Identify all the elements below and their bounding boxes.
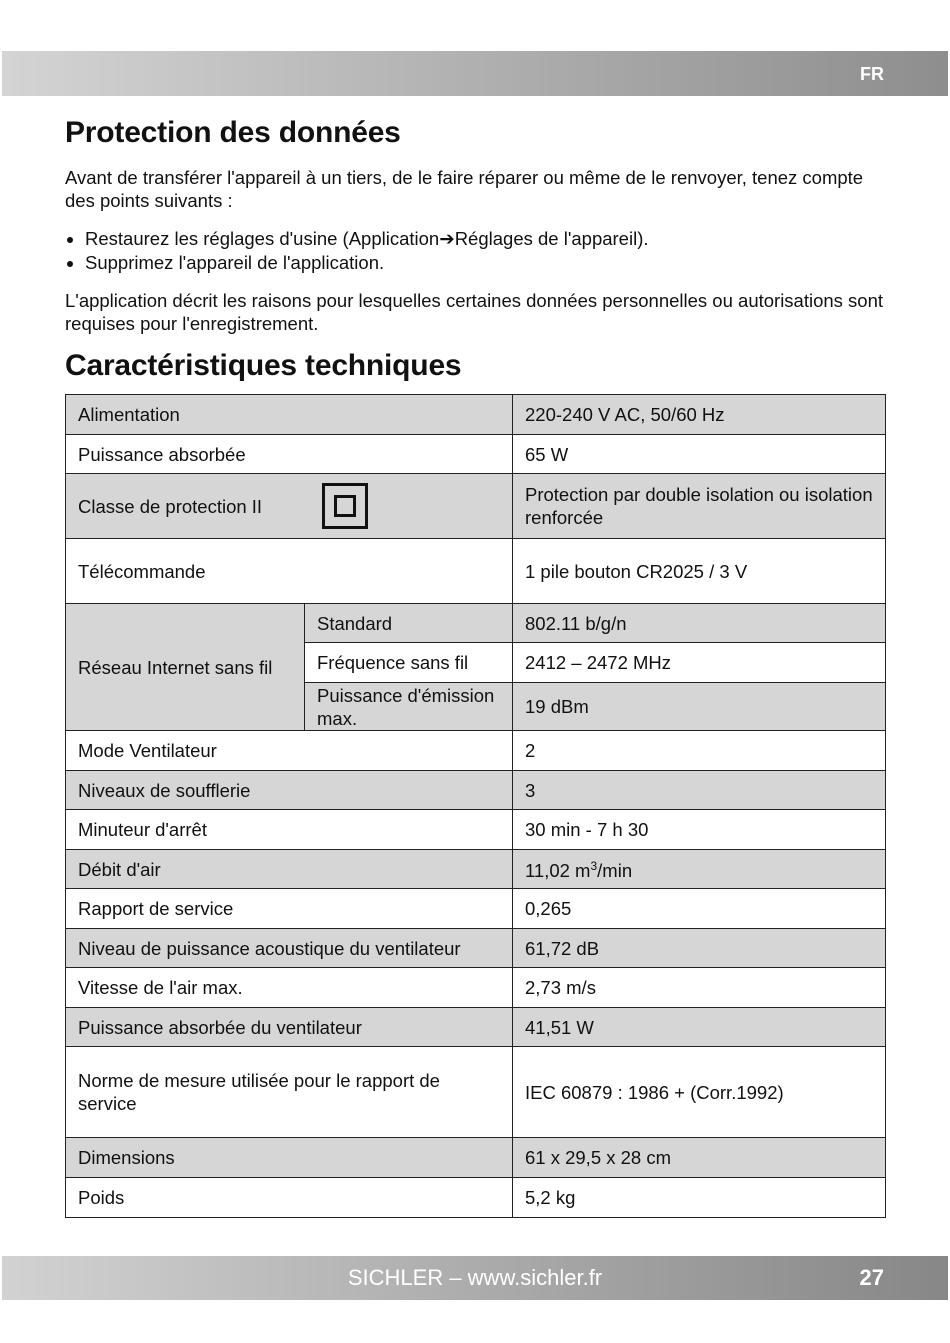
- spec-label-wifi: Réseau Internet sans fil: [66, 604, 305, 731]
- footer-website: SICHLER – www.sichler.fr: [347, 1265, 603, 1290]
- spec-label: Puissance absorbée: [66, 435, 513, 474]
- spec-sublabel: Puissance d'émission max.: [305, 683, 513, 731]
- spec-value: 61,72 dB: [513, 929, 886, 968]
- spec-sublabel: Standard: [305, 604, 513, 643]
- spec-value: 0,265: [513, 889, 886, 929]
- spec-value: IEC 60879 : 1986 + (Corr.1992): [513, 1047, 886, 1138]
- spec-value: 5,2 kg: [513, 1178, 886, 1218]
- spec-label: Débit d'air: [66, 850, 513, 889]
- table-row: [66, 1138, 886, 1178]
- bullet-list: [65, 227, 885, 275]
- spec-value: 3: [513, 771, 886, 810]
- table-row: [66, 1178, 886, 1218]
- language-label: FR: [860, 64, 884, 84]
- spec-value: 41,51 W: [513, 1008, 886, 1047]
- spec-value: 2412 – 2472 MHz: [513, 643, 886, 683]
- airflow-value: 11,02 m: [525, 860, 591, 882]
- spec-value: 1 pile bouton CR2025 / 3 V: [513, 539, 886, 604]
- spec-label: Minuteur d'arrêt: [66, 810, 513, 850]
- spec-label: Mode Ventilateur: [66, 731, 513, 771]
- spec-label: Alimentation: [66, 395, 513, 435]
- table-row: [66, 474, 886, 539]
- spec-value: 19 dBm: [513, 683, 886, 731]
- spec-label: Dimensions: [66, 1138, 513, 1178]
- spec-label: Rapport de service: [66, 889, 513, 929]
- bullet-item: Supprimez l'appareil de l'application.: [65, 251, 885, 275]
- spec-value: 65 W: [513, 435, 886, 474]
- spec-label: Vitesse de l'air max.: [66, 968, 513, 1008]
- table-row: [66, 850, 886, 889]
- outro-paragraph: L'application décrit les raisons pour lesquelles certaines données personnelles ou autorisations sont requises pour l'enregistrement.: [65, 290, 884, 334]
- table-row: [66, 604, 886, 643]
- spec-value: [513, 850, 886, 889]
- table-row: [66, 810, 886, 850]
- footer-bar: [2, 1256, 948, 1300]
- section-title-specifications: Caractéristiques techniques: [65, 349, 462, 382]
- header-bar: [2, 51, 948, 96]
- table-row: [66, 889, 886, 929]
- airflow-exponent: 3: [590, 859, 598, 874]
- spec-label: Niveaux de soufflerie: [66, 771, 513, 810]
- spec-sublabel: Fréquence sans fil: [305, 643, 513, 683]
- spec-value: Protection par double isolation ou isolation renforcée: [513, 474, 886, 539]
- spec-label-cell: [66, 474, 513, 539]
- table-row: [66, 395, 886, 435]
- spec-label: Niveau de puissance acoustique du ventilateur: [66, 929, 513, 968]
- spec-label: Poids: [66, 1178, 513, 1218]
- spec-value: 2,73 m/s: [513, 968, 886, 1008]
- intro-paragraph: Avant de transférer l'appareil à un tiers, de le faire réparer ou même de le renvoyer, tenez compte des points suivants :: [65, 167, 864, 211]
- table-row: [66, 731, 886, 771]
- table-row: [66, 1047, 886, 1138]
- spec-value: 802.11 b/g/n: [513, 604, 886, 643]
- table-row: [66, 771, 886, 810]
- table-row: [66, 1008, 886, 1047]
- table-row: [66, 539, 886, 604]
- double-insulation-icon: [322, 483, 368, 529]
- spec-value: 30 min - 7 h 30: [513, 810, 886, 850]
- table-row: [66, 968, 886, 1008]
- spec-label: Puissance absorbée du ventilateur: [66, 1008, 513, 1047]
- airflow-unit: /min: [597, 860, 633, 882]
- spec-label: Norme de mesure utilisée pour le rapport de service: [66, 1047, 513, 1138]
- page-number: 27: [859, 1265, 884, 1290]
- table-row: [66, 929, 886, 968]
- spec-value: 61 x 29,5 x 28 cm: [513, 1138, 886, 1178]
- spec-label: Classe de protection II: [78, 495, 263, 517]
- spec-label: Télécommande: [66, 539, 513, 604]
- spec-value: 220-240 V AC, 50/60 Hz: [513, 395, 886, 435]
- specs-table: [65, 394, 886, 1218]
- bullet-item: Restaurez les réglages d'usine (Application➔Réglages de l'appareil).: [65, 227, 885, 251]
- spec-value: 2: [513, 731, 886, 771]
- table-row: [66, 435, 886, 474]
- section-title-data-protection: Protection des données: [65, 116, 401, 149]
